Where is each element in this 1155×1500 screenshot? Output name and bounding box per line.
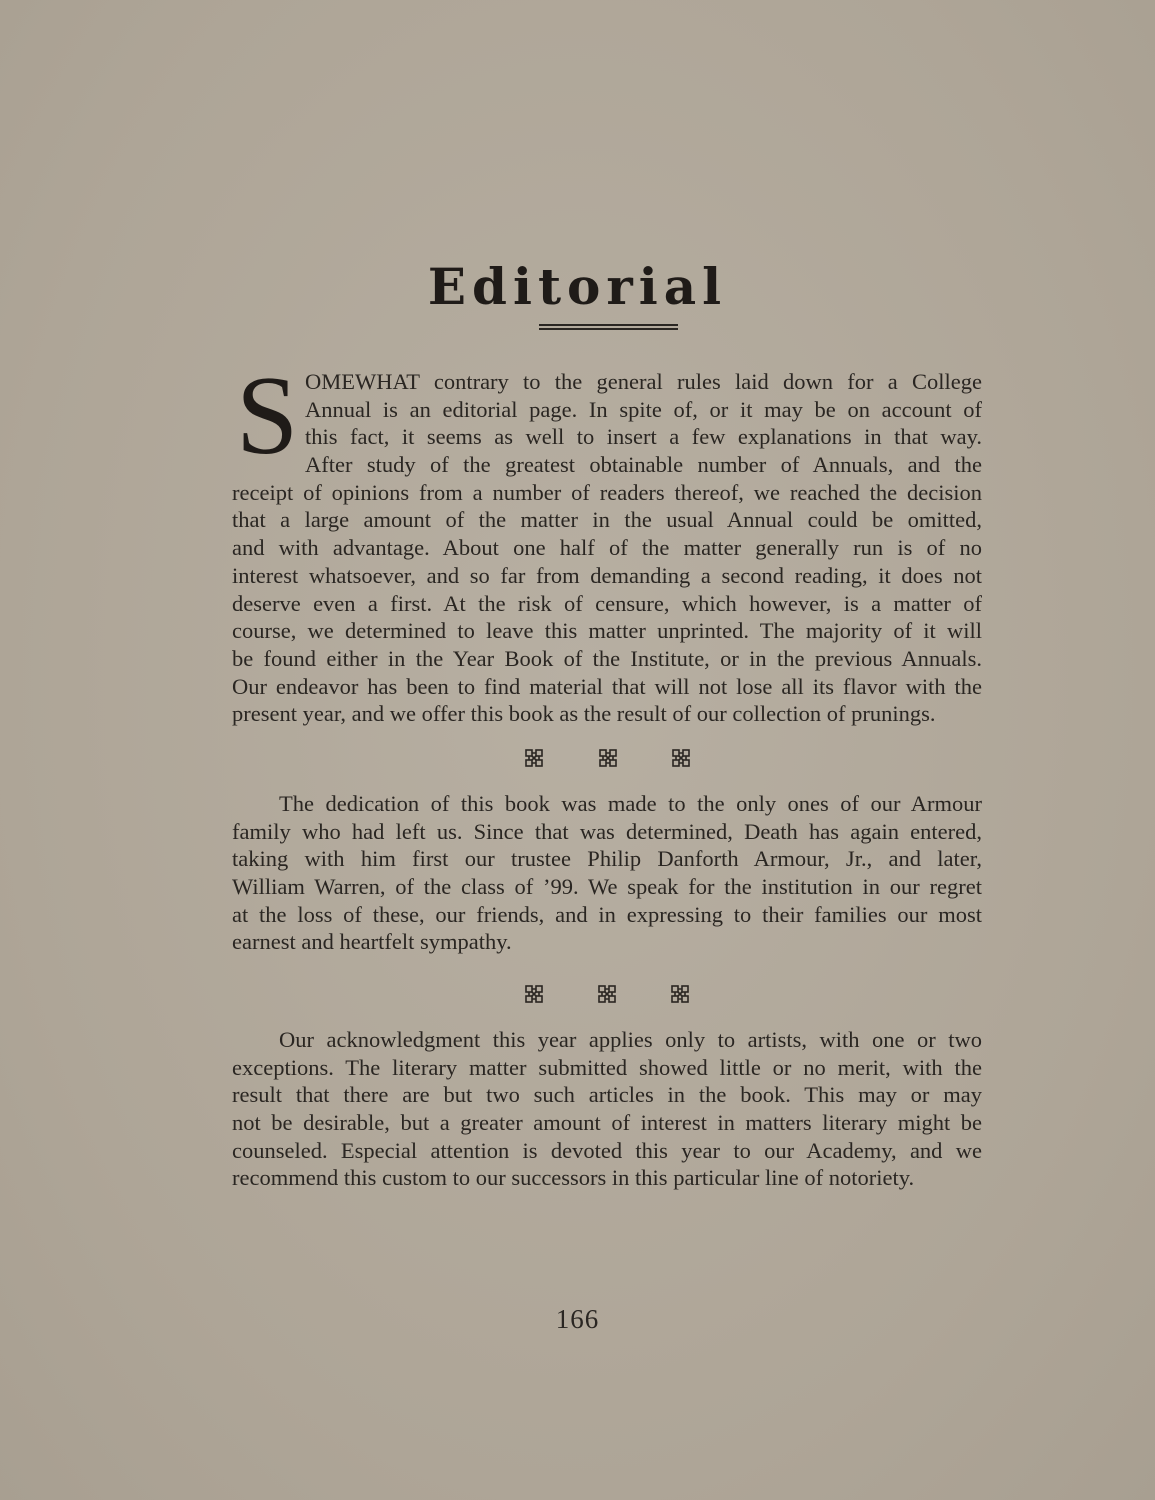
text-line: present year, and we offer this book as the result of our collection of prunings. — [232, 701, 936, 727]
text-line: deserve even a first. At the risk of censure, which however, is a matter of — [232, 590, 982, 616]
text-line: exceptions. The literary matter submitted showed little or no merit, with the — [232, 1054, 982, 1080]
text-line: William Warren, of the class of ’99. We speak for the institution in our regret — [232, 874, 982, 900]
knot-ornament-icon — [524, 748, 544, 768]
paragraph-intro — [232, 368, 982, 728]
page-title: Editorial — [427, 257, 728, 316]
text-line: counseled. Especial attention is devoted this year to our Academy, and we — [232, 1137, 982, 1163]
text-line: not be desirable, but a greater amount of interest in matters literary might be — [232, 1110, 982, 1136]
text-line: Our acknowledgment this year applies only to artists, with one or two — [279, 1027, 982, 1052]
text-line: After study of the greatest obtainable number of Annuals, and the — [305, 452, 982, 478]
text-line: family who had left us. Since that was determined, Death has again entered, — [232, 818, 982, 844]
text-line: The dedication of this book was made to the only ones of our Armour — [279, 791, 982, 816]
paragraph-acknowledgment — [232, 1026, 982, 1192]
ornament-divider — [0, 748, 1155, 772]
text-line: Annual is an editorial page. In spite of, or it may be on account of — [305, 396, 982, 422]
drop-cap: S — [236, 354, 299, 478]
text-line: OMEWHAT contrary to the general rules laid down for a College — [305, 369, 982, 394]
text-line: this fact, it seems as well to insert a few explanations in that way. — [305, 424, 982, 450]
text-line: result that there are but two such articles in the book. This may or may — [232, 1082, 982, 1108]
text-line: taking with him first our trustee Philip Danforth Armour, Jr., and later, — [232, 846, 982, 872]
ornament-divider — [0, 984, 1155, 1008]
text-line: Our endeavor has been to find material that will not lose all its flavor with the — [232, 673, 982, 699]
text-line: that a large amount of the matter in the usual Annual could be omitted, — [232, 507, 982, 533]
text-line: interest whatsoever, and so far from demanding a second reading, it does not — [232, 562, 982, 588]
text-line: be found either in the Year Book of the Institute, or in the previous Annuals. — [232, 645, 982, 671]
title-double-rule — [539, 324, 678, 330]
text-line: recommend this custom to our successors in this particular line of notoriety. — [232, 1165, 915, 1191]
knot-ornament-icon — [597, 984, 617, 1004]
knot-ornament-icon — [670, 984, 690, 1004]
knot-ornament-icon — [524, 984, 544, 1004]
knot-ornament-icon — [598, 748, 618, 768]
page-number: 166 — [555, 1304, 600, 1334]
text-line: receipt of opinions from a number of readers thereof, we reached the decision — [232, 479, 982, 505]
knot-ornament-icon — [671, 748, 691, 768]
text-line: course, we determined to leave this matter unprinted. The majority of it will — [232, 618, 982, 644]
text-line: earnest and heartfelt sympathy. — [232, 929, 512, 955]
text-line: and with advantage. About one half of the matter generally run is of no — [232, 535, 982, 561]
text-line: at the loss of these, our friends, and in expressing to their families our most — [232, 901, 982, 927]
paragraph-dedication — [232, 790, 982, 956]
